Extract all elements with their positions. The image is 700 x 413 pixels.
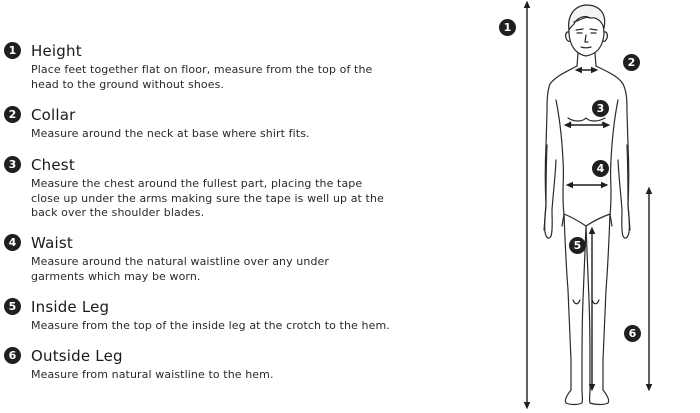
guide-item-description: Measure from natural waistline to the hem. xyxy=(31,368,274,381)
guide-item-description: Place feet together flat on floor, measure from the top of the head to the ground without shoes. xyxy=(31,63,373,91)
neck-outline xyxy=(577,53,578,66)
step-number-badge: 6 xyxy=(4,347,21,364)
step-number-badge: 3 xyxy=(4,156,21,173)
guide-item-header xyxy=(0,40,470,62)
guide-item-description: Measure the chest around the fullest part, placing the tape close up under the arms making sure the tape is well up at the back over the shoulder blades. xyxy=(31,177,384,219)
briefs-outline xyxy=(563,190,611,226)
figure-badge-1: 1 xyxy=(499,19,516,36)
guide-item-header xyxy=(0,154,470,176)
guide-item-description: Measure around the natural waistline over any under garments which may be worn. xyxy=(31,255,330,283)
guide-item-outside-leg xyxy=(0,345,470,383)
guide-item-title: Waist xyxy=(31,234,73,252)
guide-item-title: Height xyxy=(31,42,82,60)
figure-badge-2: 2 xyxy=(623,54,640,71)
step-number-badge: 4 xyxy=(4,234,21,251)
guide-item-title: Collar xyxy=(31,106,76,124)
guide-item-header xyxy=(0,296,470,318)
eyebrow xyxy=(590,29,597,30)
guide-item-collar xyxy=(0,104,470,142)
guide-item-title: Chest xyxy=(31,156,75,174)
step-number-badge: 5 xyxy=(4,298,21,315)
guide-item-header xyxy=(0,232,470,254)
guide-item-chest xyxy=(0,154,470,221)
right-arm xyxy=(618,145,629,238)
male-body-outline xyxy=(470,0,700,409)
nose xyxy=(585,35,588,42)
right-leg xyxy=(603,214,610,390)
guide-item-title: Inside Leg xyxy=(31,298,110,316)
guide-item-description: Measure from the top of the inside leg at the crotch to the hem. xyxy=(31,319,390,332)
guide-item-height xyxy=(0,40,470,92)
torso-outline xyxy=(544,66,577,230)
guide-item-waist xyxy=(0,232,470,284)
eyebrow xyxy=(576,29,583,30)
right-foot xyxy=(590,390,609,405)
figure-badge-4: 4 xyxy=(592,160,609,177)
guide-item-description: Measure around the neck at base where shirt fits. xyxy=(31,127,310,140)
figure-badge-6: 6 xyxy=(624,325,641,342)
guide-item-title: Outside Leg xyxy=(31,347,123,365)
step-number-badge: 2 xyxy=(4,106,21,123)
guide-item-header xyxy=(0,345,470,367)
step-number-badge: 1 xyxy=(4,42,21,59)
figure-badge-5: 5 xyxy=(569,237,586,254)
figure-badge-3: 3 xyxy=(592,100,609,117)
left-arm xyxy=(545,145,556,238)
mouth xyxy=(581,47,591,48)
left-foot xyxy=(565,390,582,405)
guide-item-header xyxy=(0,104,470,126)
body-measurement-figure xyxy=(470,0,700,409)
guide-item-inside-leg xyxy=(0,296,470,334)
